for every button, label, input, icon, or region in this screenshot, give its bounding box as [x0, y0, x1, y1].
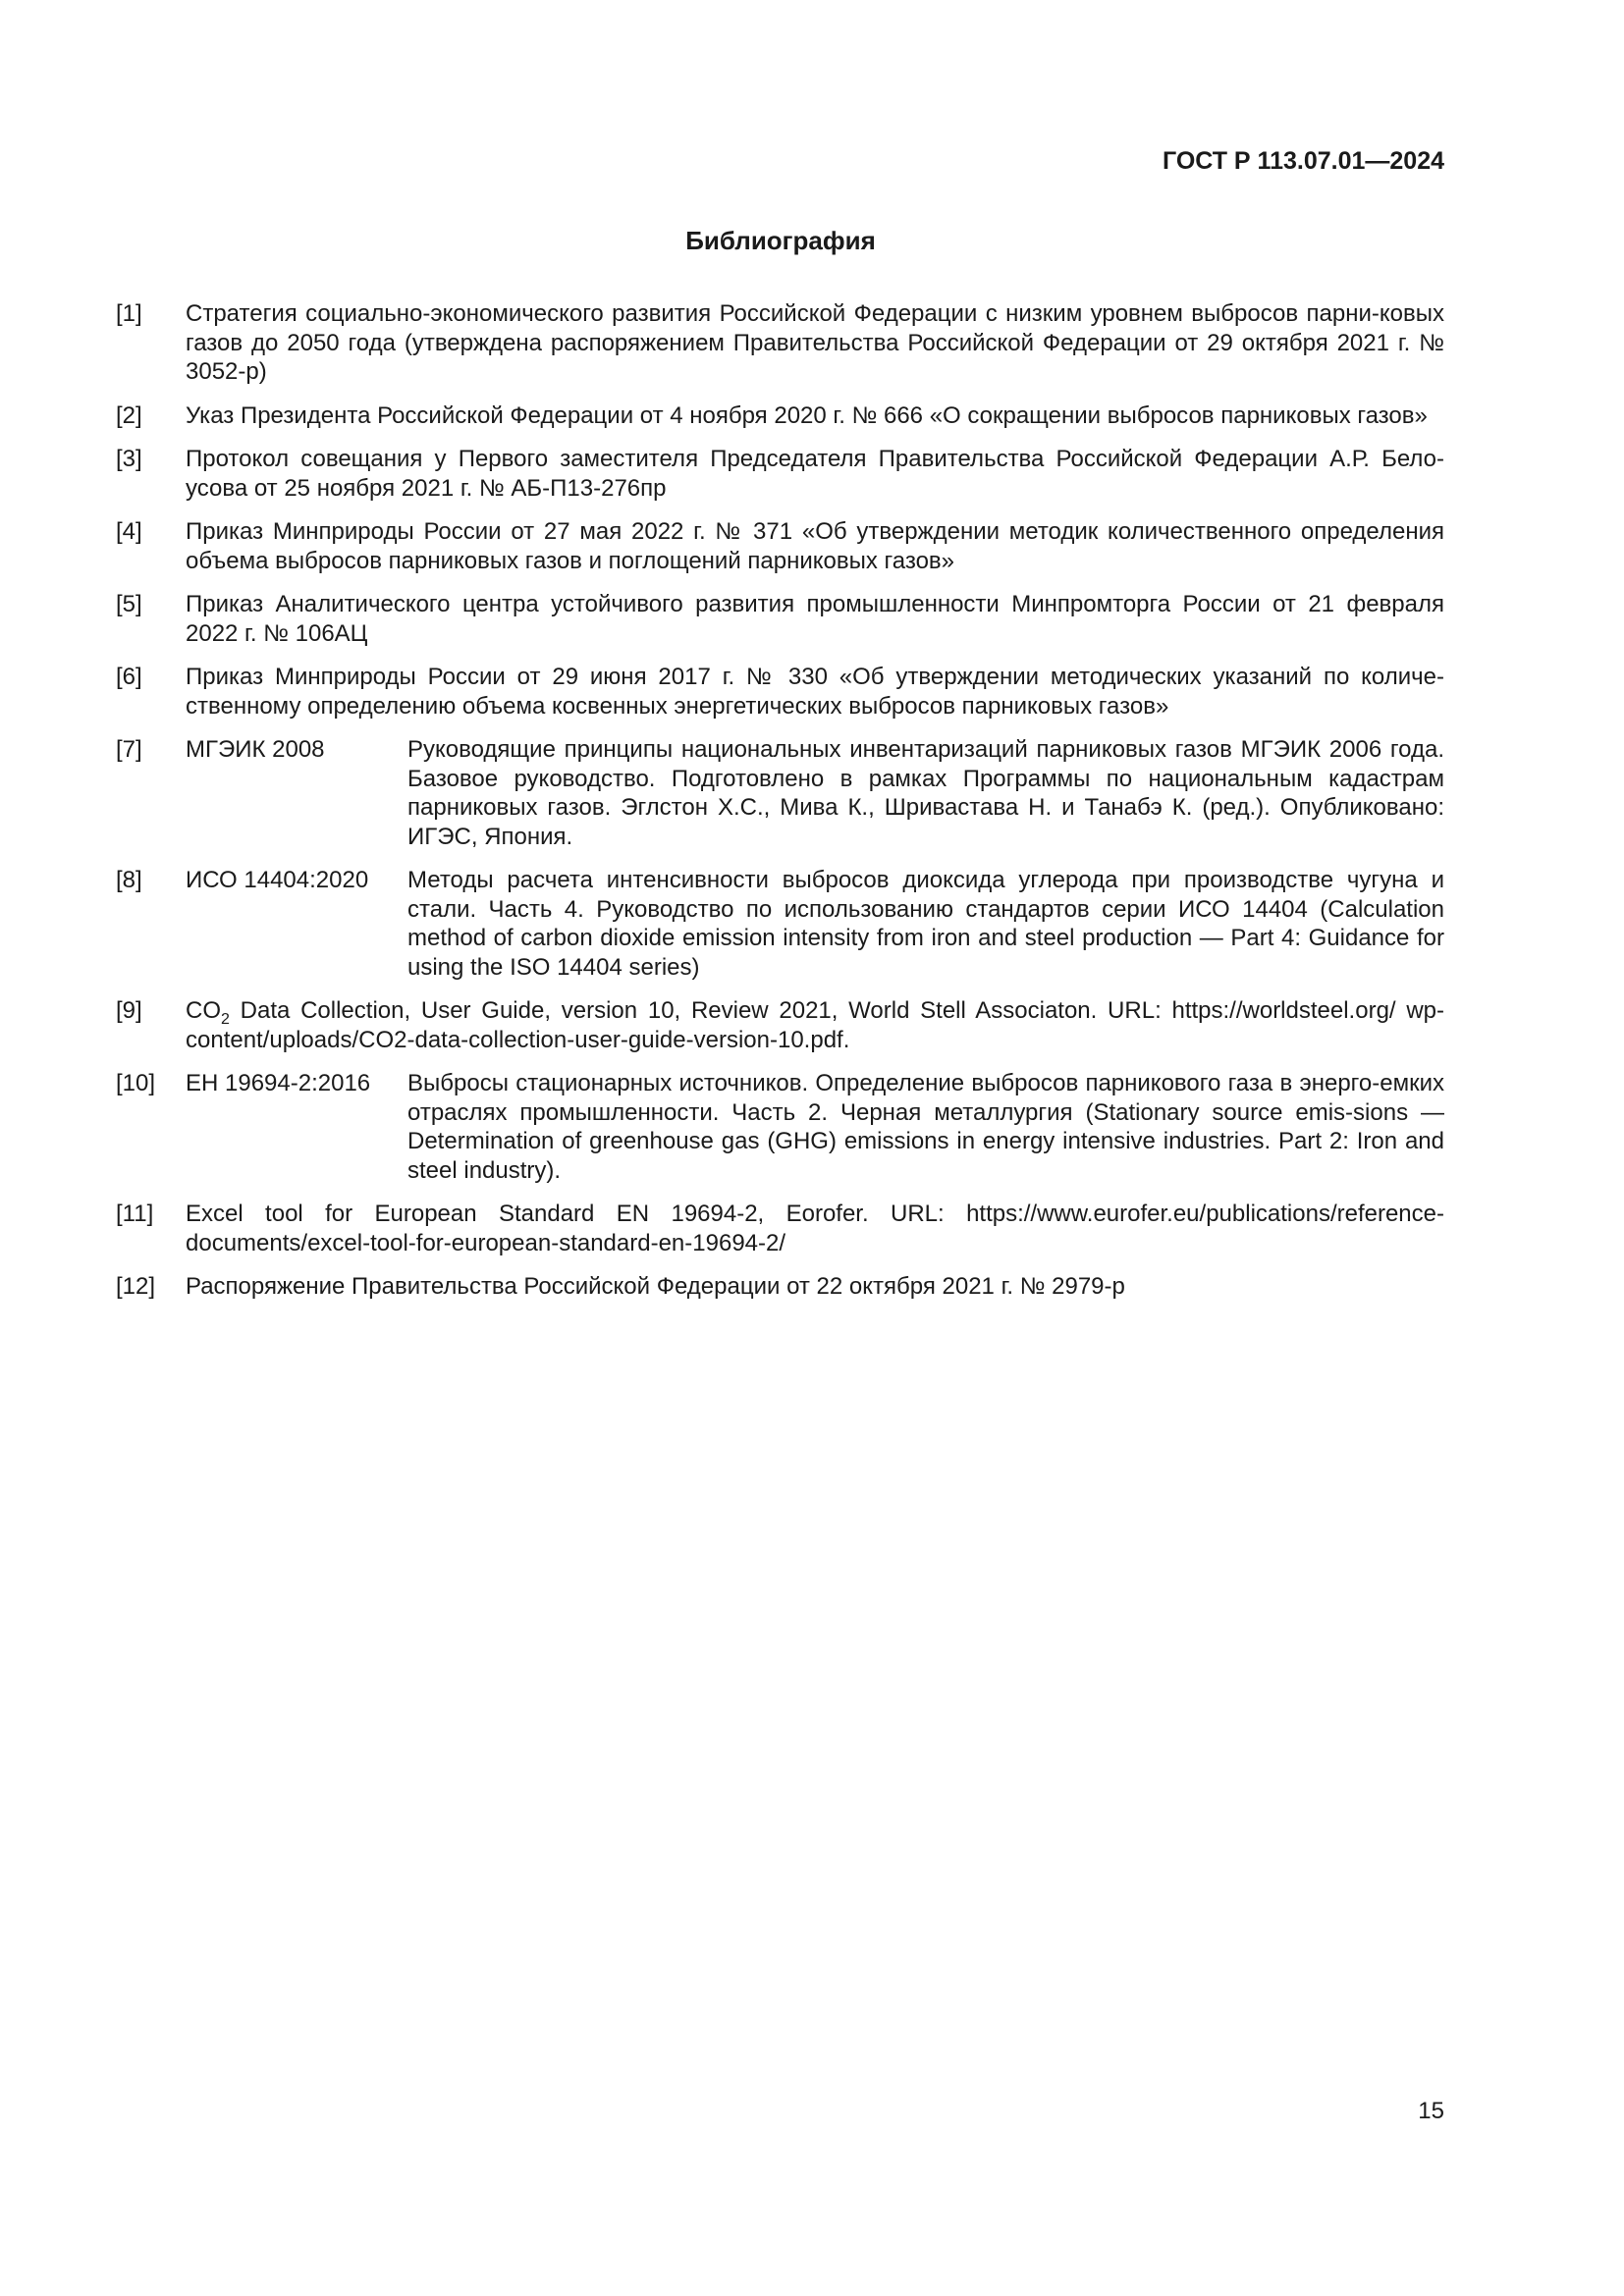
entry-text: Стратегия социально-экономического развития Российской Федерации с низким уровнем выбросов парни-ковых газов до 2050 года (утверждена распоряжением Правительства Российской Федерации от 29 октября 2021 г. № 3052-р)	[186, 300, 1444, 385]
entry-text: Протокол совещания у Первого заместителя Председателя Правительства Российской Федерации А.Р. Бело-усова от 25 ноября 2021 г. № АБ-П13-276пр	[186, 446, 1444, 502]
entry-text: Методы расчета интенсивности выбросов диоксида углерода при производстве чугуна и стали. Часть 4. Руководство по использованию стандартов серии ИСО 14404 (Calculation method of carbon dioxide emission intensity from iron and steel production — Part 4: Guidance for using the ISO 14404 series)	[407, 867, 1444, 981]
document-id-header: ГОСТ Р 113.07.01—2024	[1162, 147, 1444, 175]
entry-text: Руководящие принципы национальных инвентаризаций парниковых газов МГЭИК 2006 года. Базовое руководство. Подготовлено в рамках Программы по национальным кадастрам парниковых газов. Эглстон Х.С., Мива К., Шривастава Н. и Танабэ К. (ред.). Опубликовано: ИГЭС, Япония.	[407, 736, 1444, 850]
bibliography-entry-1	[116, 299, 1444, 387]
bibliography-entry-12	[116, 1272, 1444, 1302]
bibliography-entry-8	[116, 866, 1444, 982]
entry-number: [10]	[116, 1070, 156, 1096]
entry-number: [6]	[116, 664, 142, 690]
bibliography-entry-4	[116, 517, 1444, 575]
bibliography-entry-6	[116, 663, 1444, 721]
bibliography-entry-3	[116, 445, 1444, 503]
bibliography-list	[116, 299, 1444, 1316]
entry-text: Приказ Минприроды России от 27 мая 2022 г. № 371 «Об утверждении методик количественного определения объема выбросов парниковых газов и поглощений парниковых газов»	[186, 518, 1444, 574]
bibliography-entry-2	[116, 401, 1444, 431]
entry-text-rest: Data Collection, User Guide, version 10, Review 2021, World Stell Associaton. URL: https://worldsteel.org/ wp-content/uploads/CO2-data-collection-user-guide-version-10.pdf.	[186, 997, 1444, 1053]
entry-text: Указ Президента Российской Федерации от 4 ноября 2020 г. № 666 «О сокращении выбросов парниковых газов»	[186, 401, 1428, 429]
entry-number: [9]	[116, 997, 142, 1024]
entry-number: [7]	[116, 736, 142, 763]
entry-number: [11]	[116, 1201, 154, 1227]
bibliography-entry-10	[116, 1069, 1444, 1185]
entry-number: [8]	[116, 867, 142, 893]
entry-text: Приказ Аналитического центра устойчивого развития промышленности Минпромторга России от 21 февраля 2022 г. № 106АЦ	[186, 591, 1444, 647]
entry-text: Приказ Минприроды России от 29 июня 2017 г. № 330 «Об утверждении методических указаний по количе-ственному определению объема косвенных энергетических выбросов парниковых газов»	[186, 664, 1444, 720]
entry-text: Excel tool for European Standard EN 19694-2, Eorofer. URL: https://www.eurofer.eu/publications/reference-documents/excel-tool-for-european-standard-en-19694-2/	[186, 1201, 1444, 1256]
bibliography-entry-11	[116, 1200, 1444, 1257]
entry-standard-code: МГЭИК 2008	[186, 736, 325, 763]
entry-standard-code: ИСО 14404:2020	[186, 867, 369, 893]
bibliography-entry-7	[116, 735, 1444, 851]
bibliography-entry-9	[116, 996, 1444, 1054]
page-number: 15	[1418, 2098, 1444, 2124]
entry-text: Выбросы стационарных источников. Определение выбросов парникового газа в энерго-емких отраслях промышленности. Часть 2. Черная металлургия (Stationary source emis-sions — Determination of greenhouse gas (GHG) emissions in energy intensive industries. Part 2: Iron and steel industry).	[407, 1070, 1444, 1184]
entry-number: [5]	[116, 591, 142, 617]
entry-text	[186, 996, 1444, 1054]
entry-number: [2]	[116, 401, 142, 429]
entry-text-subscript: 2	[221, 1010, 230, 1028]
entry-number: [3]	[116, 446, 142, 472]
entry-text: Распоряжение Правительства Российской Федерации от 22 октября 2021 г. № 2979-р	[186, 1273, 1125, 1300]
entry-standard-code: ЕН 19694-2:2016	[186, 1070, 371, 1096]
bibliography-entry-5	[116, 590, 1444, 648]
entry-number: [12]	[116, 1273, 156, 1300]
entry-number: [4]	[116, 518, 142, 545]
section-title: Библиография	[685, 226, 876, 255]
entry-number: [1]	[116, 300, 142, 327]
entry-text-formula: CO	[186, 997, 221, 1024]
